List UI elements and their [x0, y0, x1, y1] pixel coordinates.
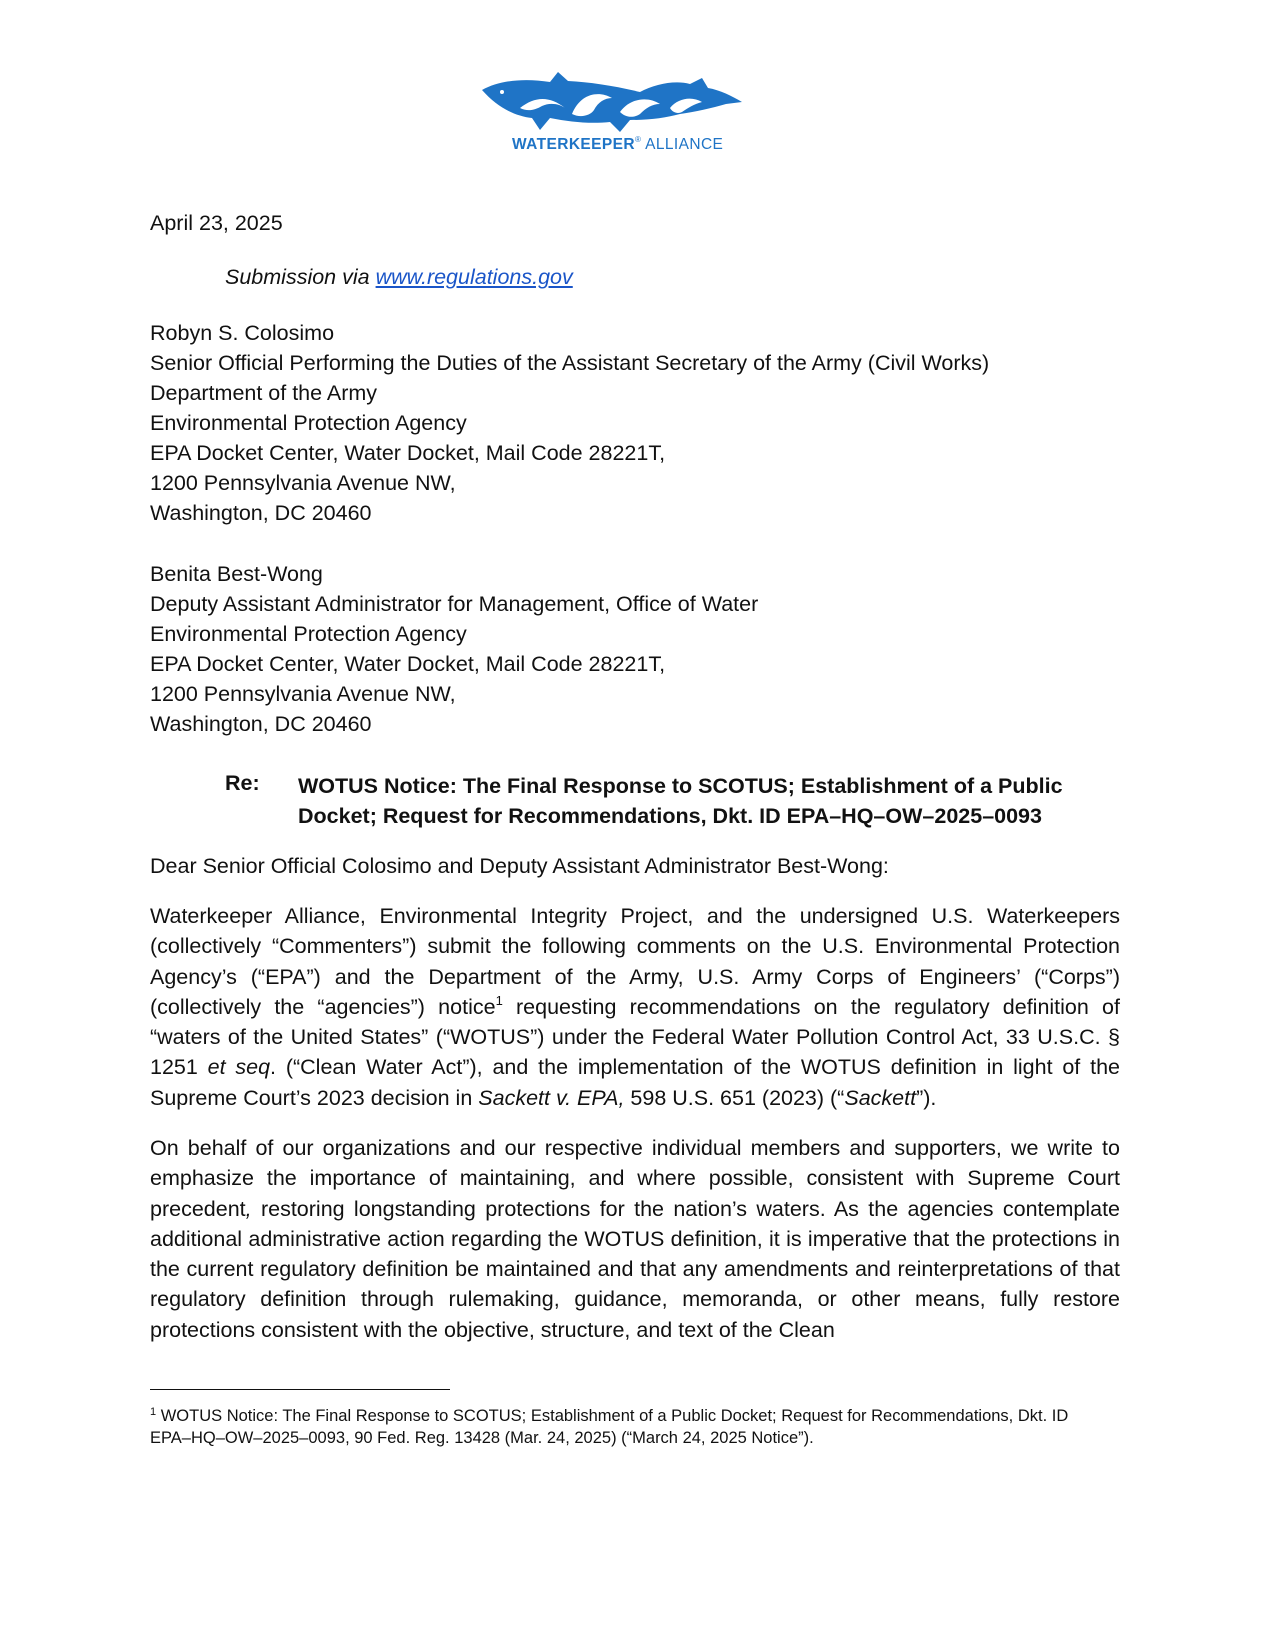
address-line: Washington, DC 20460 [150, 712, 372, 736]
recipient-address-colosimo [150, 318, 1120, 528]
letter-date: April 23, 2025 [150, 211, 283, 235]
sturgeon-fish-logo-icon [480, 68, 748, 138]
waterkeeper-alliance-logo [480, 68, 748, 163]
address-line: Environmental Protection Agency [150, 622, 467, 646]
address-line: 1200 Pennsylvania Avenue NW, [150, 682, 456, 706]
address-line: Environmental Protection Agency [150, 411, 467, 435]
footnote-divider [150, 1389, 450, 1390]
address-line: Deputy Assistant Administrator for Management, Office of Water [150, 592, 759, 616]
body-paragraph-2: On behalf of our organizations and our respective individual members and supporters, we write to emphasize the importance of maintaining, and where possible, consistent with Supreme Court precedent, restoring longstanding protections for the nation’s waters. As the agencies contemplate additional administrative action regarding the WOTUS definition, it is imperative that the protections in the current regulatory definition be maintained and that any amendments and reinterpretations of that regulatory definition through rulemaking, guidance, memoranda, or other means, fully restore protections consistent with the objective, structure, and text of the Clean [150, 1136, 1120, 1342]
subject-line-1: WOTUS Notice: The Final Response to SCOTUS; Establishment of a Public [298, 774, 1063, 798]
footnote-number: 1 [150, 1406, 157, 1418]
recipient-name: Benita Best-Wong [150, 562, 323, 586]
recipient-address-best-wong [150, 559, 1120, 739]
subject-line-2: Docket; Request for Recommendations, Dkt. ID EPA–HQ–OW–2025–0093 [298, 804, 1042, 828]
recipient-name: Robyn S. Colosimo [150, 321, 335, 345]
footnote-reference[interactable]: 1 [495, 992, 503, 1008]
organization-wordmark: WATERKEEPER® ALLIANCE [512, 135, 724, 153]
salutation: Dear Senior Official Colosimo and Deputy Assistant Administrator Best-Wong: [150, 854, 889, 878]
subject-label: Re: [225, 771, 260, 795]
submission-line: Submission via www.regulations.gov [225, 265, 573, 289]
body-paragraph-1: Waterkeeper Alliance, Environmental Integrity Project, and the undersigned U.S. Waterkeepers (collectively “Commenters”) submit the following comments on the U.S. Environmental Protection Agency’s (“EPA”) and the Department of the Army, U.S. Army Corps of Engineers’ (“Corps”) (collectively the “agencies”) notice$^1$ requesting recommendations on the regulatory definition of “waters of the United States” (“WOTUS”) under the Federal Water Pollution Control Act, 33 U.S.C. § 1251 et seq. (“Clean Water Act”), and the implementation of the WOTUS definition in light of the Supreme Court’s 2023 decision in Sackett v. EPA, 598 U.S. 651 (2023) (“Sackett”). [150, 904, 1120, 1110]
footnote-1 [150, 1402, 1080, 1449]
footnote-text: WOTUS Notice: The Final Response to SCOTUS; Establishment of a Public Docket; Request for Recommendations, Dkt. ID EPA–HQ–OW–2025–0093, 90 Fed. Reg. 13428 (Mar. 24, 2025) (“March 24, 2025 Notice”). [150, 1407, 1069, 1447]
regulations-gov-link[interactable]: www.regulations.gov [375, 265, 573, 289]
address-line: Senior Official Performing the Duties of the Assistant Secretary of the Army (Civil Works) [150, 351, 990, 375]
address-line: Department of the Army [150, 381, 378, 405]
address-line: 1200 Pennsylvania Avenue NW, [150, 471, 456, 495]
subject-text [298, 771, 1128, 831]
address-line: EPA Docket Center, Water Docket, Mail Code 28221T, [150, 441, 666, 465]
address-line: Washington, DC 20460 [150, 501, 372, 525]
address-line: EPA Docket Center, Water Docket, Mail Code 28221T, [150, 652, 666, 676]
